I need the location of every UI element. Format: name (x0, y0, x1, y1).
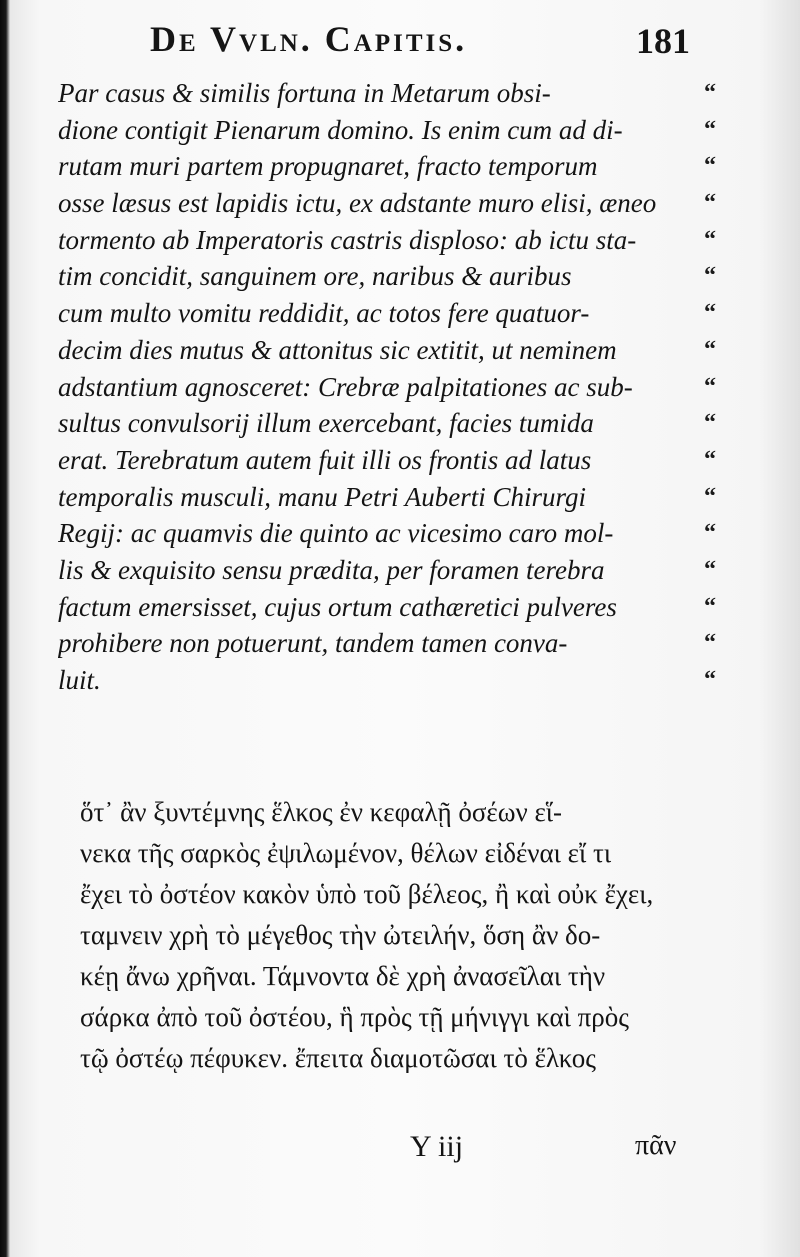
signature-mark: Y iij (410, 1130, 464, 1163)
marginal-quote-marks (690, 75, 730, 699)
latin-line: prohibere non potuerunt, tandem tamen conva- (58, 628, 568, 659)
quote-mark: “ (704, 153, 716, 180)
latin-line: temporalis musculi, manu Petri Auberti Chirurgi (58, 481, 587, 512)
quote-mark: “ (704, 593, 716, 620)
greek-line: κέῃ ἄνω χρῆναι. Τάμνοντα δὲ χρὴ ἀνασεῖλαι τὴν (80, 961, 606, 991)
greek-paragraph (80, 792, 700, 1079)
quote-mark: “ (704, 410, 716, 437)
greek-line: ἔχει τὸ ὀστέον κακὸν ὑπὸ τοῦ βέλεος, ἢ καὶ οὐκ ἔχει, (80, 879, 654, 909)
latin-line: erat. Terebratum autem fuit illi os frontis ad latus (58, 444, 592, 475)
latin-line: Regij: ac quamvis die quinto ac vicesimo caro mol- (58, 518, 614, 549)
latin-paragraph (58, 75, 698, 699)
quote-mark: “ (704, 446, 716, 473)
greek-line: τῷ ὀστέῳ πέφυκεν. ἔπειτα διαμοτῶσαι τὸ ἕλκος (80, 1043, 596, 1073)
latin-line: osse læsus est lapidis ictu, ex adstante muro elisi, æneo (58, 188, 657, 219)
greek-line: σάρκα ἀπὸ τοῦ ὀστέου, ἣ πρὸς τῇ μήνιγγι καὶ πρὸς (80, 1002, 629, 1032)
quote-mark: “ (704, 190, 716, 217)
latin-line: decim dies mutus & attonitus sic extitit, ut neminem (58, 334, 617, 365)
quote-mark: “ (704, 667, 716, 693)
latin-line: adstantium agnosceret: Crebræ palpitationes ac sub- (58, 371, 633, 402)
running-head: De Vvln. Capitis. (150, 19, 468, 59)
quote-mark: “ (704, 483, 716, 510)
quote-mark: “ (704, 300, 716, 327)
latin-line: tormento ab Imperatoris castris disploso: ab ictu sta- (58, 224, 637, 255)
quote-mark: “ (704, 226, 716, 253)
page-footer (0, 1130, 800, 1180)
quote-mark: “ (704, 263, 716, 290)
latin-line: rutam muri partem propugnaret, fracto temporum (58, 151, 598, 182)
quote-mark: “ (704, 520, 716, 547)
latin-line: lis & exquisito sensu prædita, per foramen terebra (58, 554, 605, 585)
greek-line: νεκα τῆς σαρκὸς ἐψιλωμένον, θέλων εἰδέναι εἴ τι (80, 838, 612, 868)
quote-mark: “ (704, 373, 716, 400)
greek-line: ὅτ᾽ ἂν ξυντέμνης ἕλκος ἐν κεφαλῇ ὀσέων εἵ- (80, 797, 563, 827)
latin-line: cum multo vomitu reddidit, ac totos fere quatuor- (58, 298, 590, 329)
latin-line: sultus convulsorij illum exercebant, facies tumida (58, 408, 594, 439)
latin-line: factum emersisset, cujus ortum cathæretici pulveres (58, 591, 617, 622)
latin-line: luit. (58, 665, 101, 695)
latin-line: Par casus & similis fortuna in Metarum obsi- (58, 78, 551, 108)
quote-mark: “ (704, 556, 716, 583)
page-header (150, 18, 690, 68)
page-number: 181 (636, 21, 690, 61)
quote-mark: “ (704, 80, 716, 106)
quote-mark: “ (704, 336, 716, 363)
greek-line: ταμνειν χρὴ τὸ μέγεθος τὴν ὠτειλήν, ὅση ἂν δο- (80, 920, 601, 950)
latin-line: dione contigit Pienarum domino. Is enim cum ad di- (58, 114, 623, 145)
latin-line: tim concidit, sanguinem ore, naribus & auribus (58, 261, 572, 292)
quote-mark: “ (704, 116, 716, 143)
catchword: πᾶν (635, 1130, 677, 1161)
quote-mark: “ (704, 630, 716, 657)
